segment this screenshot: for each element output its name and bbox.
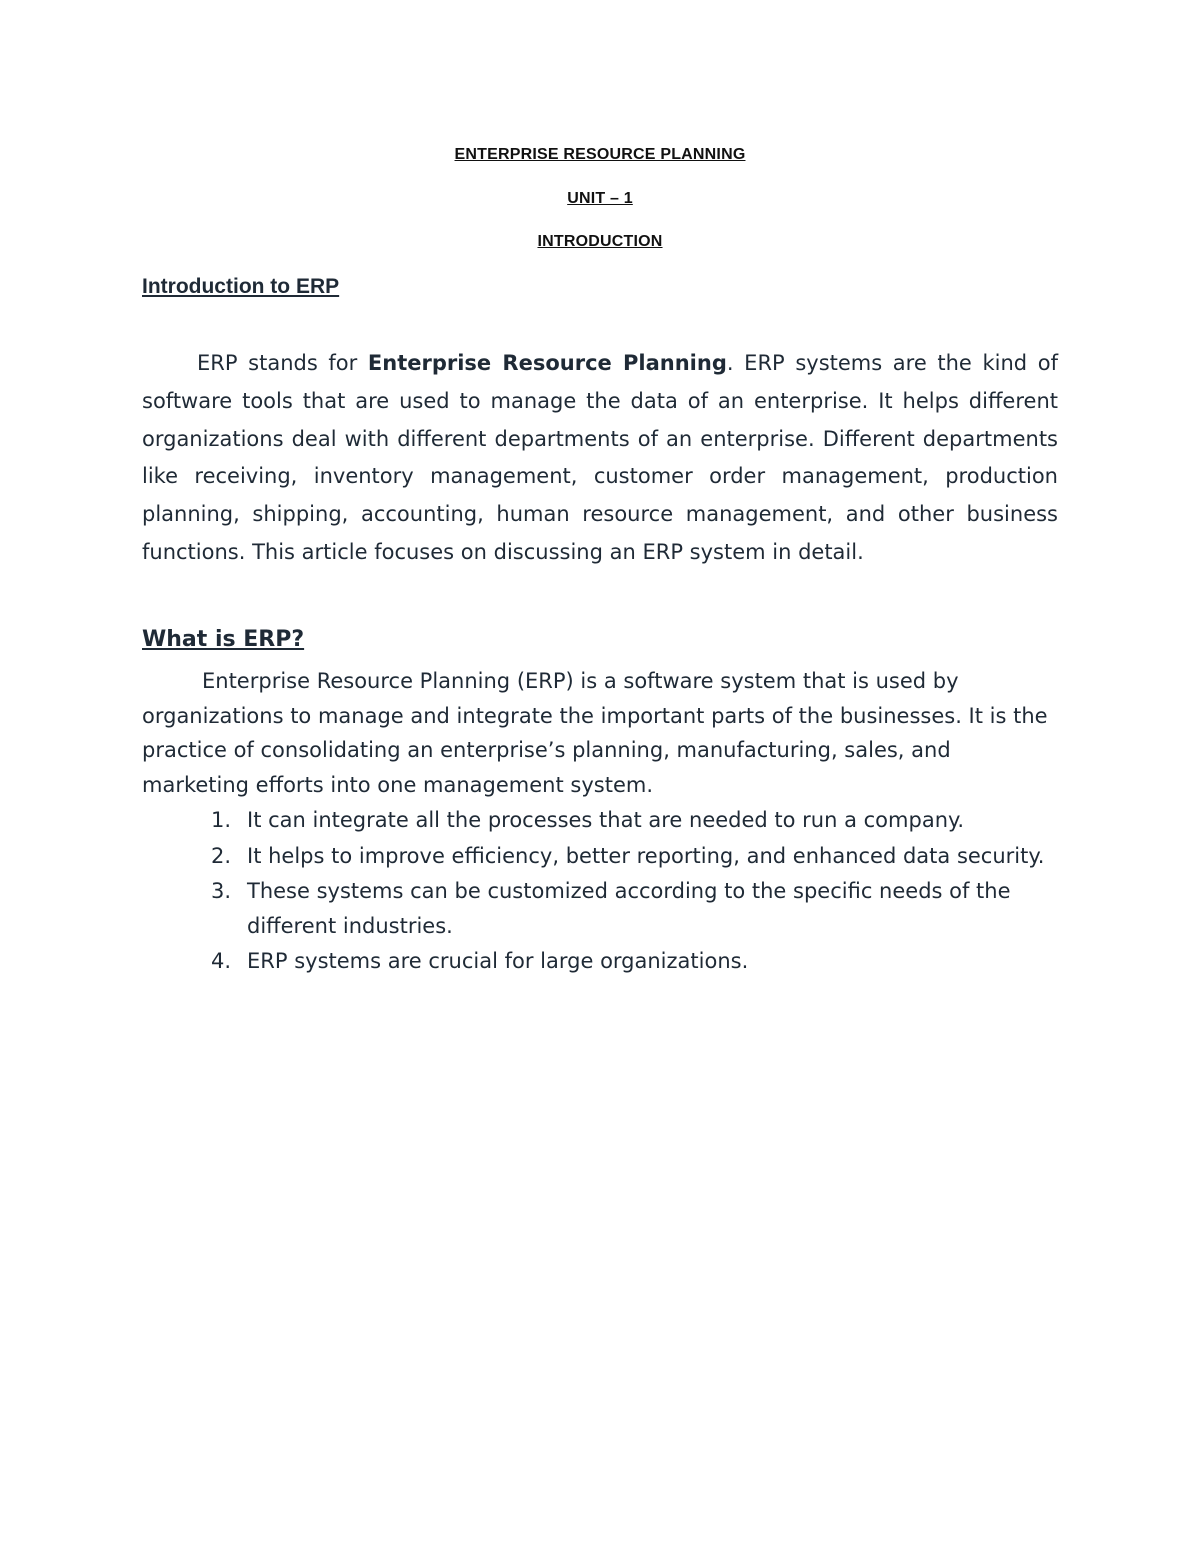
unit-heading: UNIT – 1 (567, 190, 633, 207)
introduction-paragraph (142, 345, 1058, 572)
list-item-number: 1. (211, 808, 232, 832)
list-item-number: 2. (211, 843, 232, 868)
list-item-text: These systems can be customized according to the specific needs of the different industries. (247, 879, 1011, 938)
what-is-erp-paragraph (142, 664, 1060, 802)
erp-benefits-list (205, 803, 1055, 980)
list-item (205, 944, 1055, 979)
paragraph-bold-term: Enterprise Resource Planning (367, 351, 727, 375)
paragraph-text-rest: . ERP systems are the kind of software tools that are used to manage the data of an enterprise. It helps different organizations deal with different departments of an enterprise. Different departments like receiving, inventory management, customer order management, production planning, shipping, accounting, human resource management, and other business functions. This article focuses on discussing an ERP system in detail. (142, 351, 1058, 564)
paragraph-text-start: ERP stands for (197, 351, 368, 375)
section-heading-what-is-erp: What is ERP? (142, 627, 305, 652)
list-item-text: ERP systems are crucial for large organizations. (247, 949, 749, 973)
list-item-text: It helps to improve efficiency, better reporting, and enhanced data security. (247, 843, 1045, 868)
list-item (205, 839, 1055, 874)
list-item-number: 4. (211, 949, 232, 973)
list-item-text: It can integrate all the processes that are needed to run a company. (247, 808, 965, 832)
list-item (205, 803, 1055, 838)
paragraph-text: Enterprise Resource Planning (ERP) is a software system that is used by organizations to manage and integrate the important parts of the businesses. It is the practice of consolidating an enterprise’s planning, manufacturing, sales, and marketing efforts into one management system. (142, 669, 1048, 797)
list-item (205, 874, 1055, 943)
document-title: ENTERPRISE RESOURCE PLANNING (454, 146, 746, 163)
section-heading-introduction: Introduction to ERP (142, 275, 340, 298)
chapter-heading: INTRODUCTION (537, 233, 663, 250)
list-item-number: 3. (211, 879, 232, 903)
